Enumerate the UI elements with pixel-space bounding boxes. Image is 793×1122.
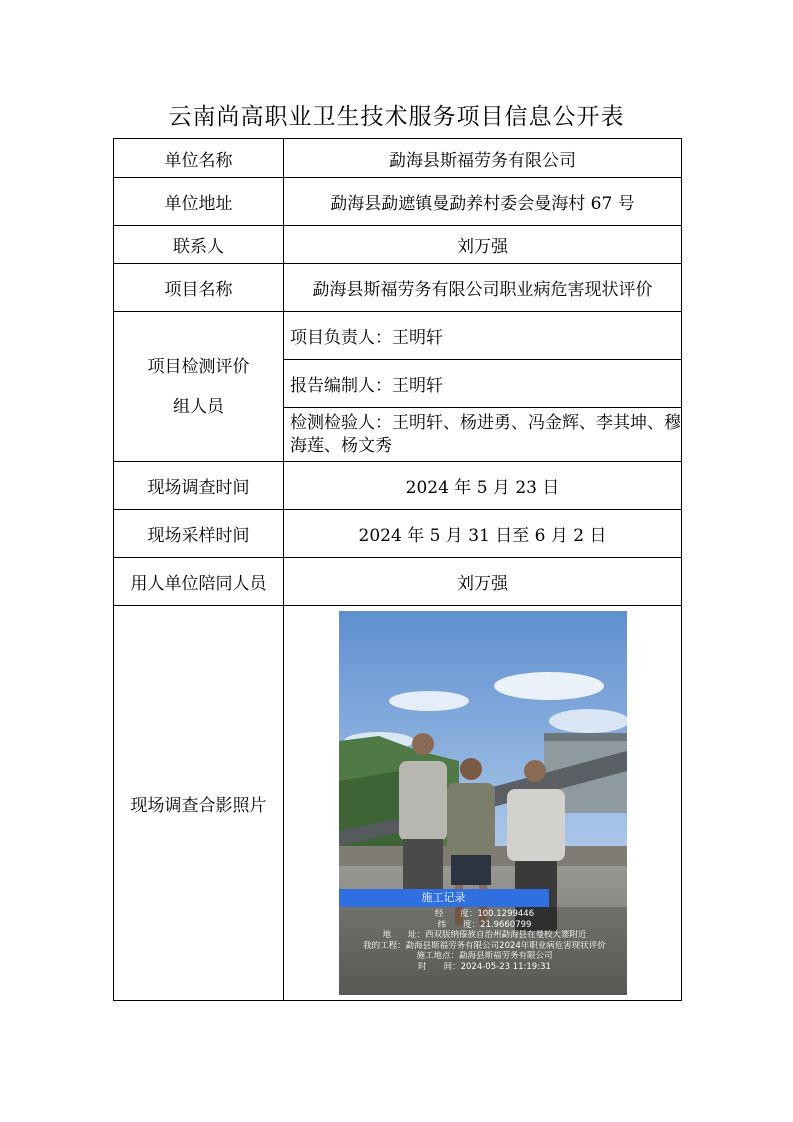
- sampling-time-label: 现场采样时间: [114, 510, 284, 558]
- contact-value: 刘万强: [284, 226, 682, 264]
- unit-name-value: 勐海县斯福劳务有限公司: [284, 139, 682, 178]
- photo-caption-lines: [339, 909, 627, 973]
- accompany-label: 用人单位陪同人员: [114, 558, 284, 606]
- project-name-label: 项目名称: [114, 264, 284, 312]
- unit-address-value: 勐海县勐遮镇曼勐养村委会曼海村 67 号: [284, 178, 682, 226]
- table-row-survey-time: [114, 462, 682, 510]
- survey-time-value: 2024 年 5 月 23 日: [284, 462, 682, 510]
- sampling-time-value: 2024 年 5 月 31 日至 6 月 2 日: [284, 510, 682, 558]
- report-writer-value: 报告编制人：王明轩: [284, 360, 682, 408]
- table-row-team-leader: [114, 312, 682, 360]
- unit-address-label: 单位地址: [114, 178, 284, 226]
- table-row-photo: [114, 606, 682, 1001]
- table-row-project-name: [114, 264, 682, 312]
- group-photo: [339, 611, 627, 995]
- team-label-line2: 组人员: [173, 396, 224, 417]
- caption-line: 地 址：西双版纳傣族自治州勐海县在曼校大寨附近: [382, 930, 587, 941]
- unit-name-label: 单位名称: [114, 139, 284, 178]
- photo-caption-title: 施工记录: [339, 889, 549, 907]
- team-leader-value: 项目负责人：王明轩: [284, 312, 682, 360]
- photo-cell: [284, 606, 682, 1001]
- caption-line: 经 度：100.1299446: [434, 909, 535, 919]
- table-row-accompany: [114, 558, 682, 606]
- table-row-sampling-time: [114, 510, 682, 558]
- table-row-unit-address: [114, 178, 682, 226]
- photo-label: 现场调查合影照片: [114, 606, 284, 1001]
- survey-time-label: 现场调查时间: [114, 462, 284, 510]
- caption-line: 我的工程：勐海县斯福劳务有限公司2024年职业病危害现状评价: [363, 940, 606, 951]
- table-row-unit-name: [114, 139, 682, 178]
- team-label-line1: 项目检测评价: [147, 356, 250, 377]
- table-row-contact: [114, 226, 682, 264]
- team-label: [114, 312, 284, 462]
- accompany-value: 刘万强: [284, 558, 682, 606]
- info-table: [113, 138, 682, 1001]
- project-name-value: 勐海县斯福劳务有限公司职业病危害现状评价: [284, 264, 682, 312]
- contact-label: 联系人: [114, 226, 284, 264]
- page-title: 云南尚高职业卫生技术服务项目信息公开表: [168, 104, 625, 130]
- inspectors-value: 检测检验人：王明轩、杨进勇、冯金辉、李其坤、穆海莲、杨文秀: [284, 408, 682, 462]
- caption-line: 纬 度：21.9660799: [437, 919, 532, 930]
- caption-line: 时 间：2024-05-23 11:19:31: [418, 961, 551, 972]
- caption-line: 施工地点：勐海县斯福劳务有限公司: [416, 951, 553, 962]
